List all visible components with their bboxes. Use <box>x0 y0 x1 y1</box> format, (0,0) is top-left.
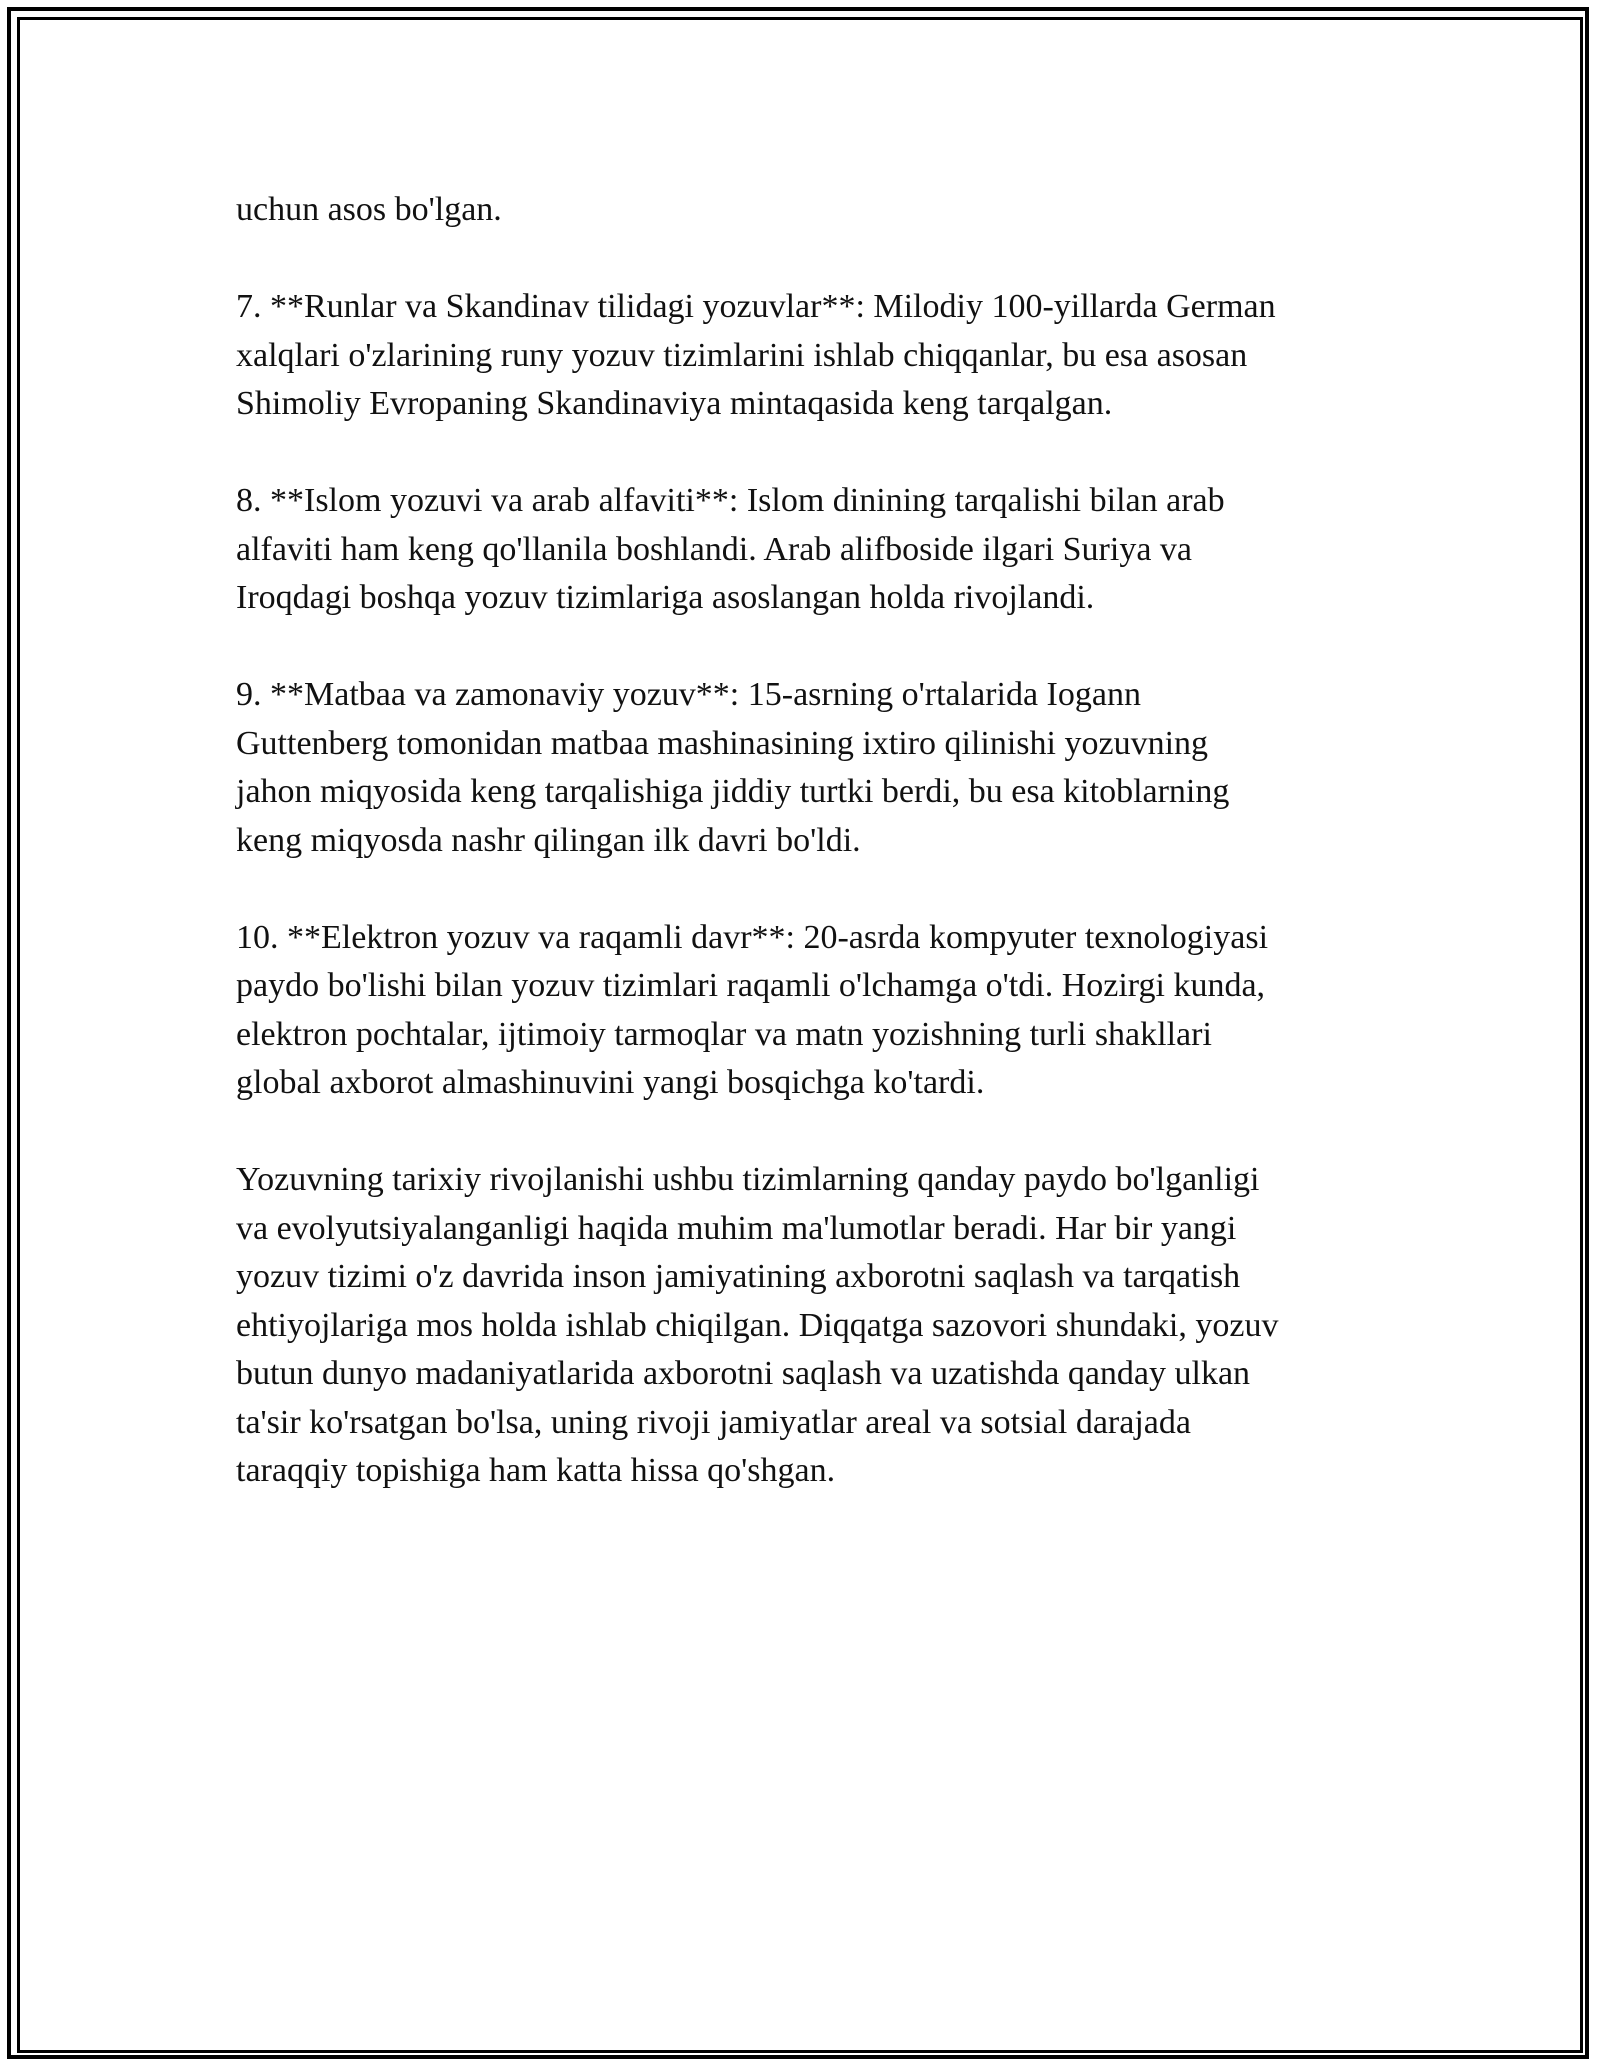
paragraph-continuation: uchun asos bo'lgan. <box>236 191 502 228</box>
paragraph-conclusion: Yozuvning tarixiy rivojlanishi ushbu tizimlarning qanday paydo bo'lganligi va evolyutsiyalanganligi haqida muhim ma'lumotlar beradi. Har bir yangi yozuv tizimi o'z davrida inson jamiyatining axborotni saqlash va tarqatish ehtiyojlariga mos holda ishlab chiqilgan. Diqqatga sazovori shundaki, yozuv butun dunyo madaniyatlarida axborotni saqlash va uzatishda qanday ulkan ta'sir ko'rsatgan bo'lsa, uning rivoji jamiyatlar areal va sotsial darajada taraqqiy topishiga ham katta hissa qo'shgan. <box>236 1161 1279 1489</box>
paragraph-item-8-arabic: 8. **Islom yozuvi va arab alfaviti**: Islom dinining tarqalishi bilan arab alfaviti ham keng qo'llanila boshlandi. Arab alifboside ilgari Suriya va Iroqdagi boshqa yozuv tizimlariga asoslangan holda rivojlandi. <box>236 482 1225 616</box>
paragraph-item-7-runes: 7. **Runlar va Skandinav tilidagi yozuvlar**: Milodiy 100-yillarda German xalqlari o'zlarining runy yozuv tizimlarini ishlab chiqqanlar, bu esa asosan Shimoliy Evropaning Skandinaviya mintaqasida keng tarqalgan. <box>236 288 1276 422</box>
paragraph-item-9-printing: 9. **Matbaa va zamonaviy yozuv**: 15-asrning o'rtalarida Iogann Guttenberg tomonidan matbaa mashinasining ixtiro qilinishi yozuvning jahon miqyosida keng tarqalishiga jiddiy turtki berdi, bu esa kitoblarning keng miqyosda nashr qilingan ilk davri bo'ldi. <box>236 676 1230 859</box>
document-body <box>236 186 1376 1496</box>
paragraph-item-10-digital: 10. **Elektron yozuv va raqamli davr**: 20-asrda kompyuter texnologiyasi paydo bo'lishi bilan yozuv tizimlari raqamli o'lchamga o'tdi. Hozirgi kunda, elektron pochtalar, ijtimoiy tarmoqlar va matn yozishning turli shakllari global axborot almashinuvini yangi bosqichga ko'tardi. <box>236 918 1269 1101</box>
